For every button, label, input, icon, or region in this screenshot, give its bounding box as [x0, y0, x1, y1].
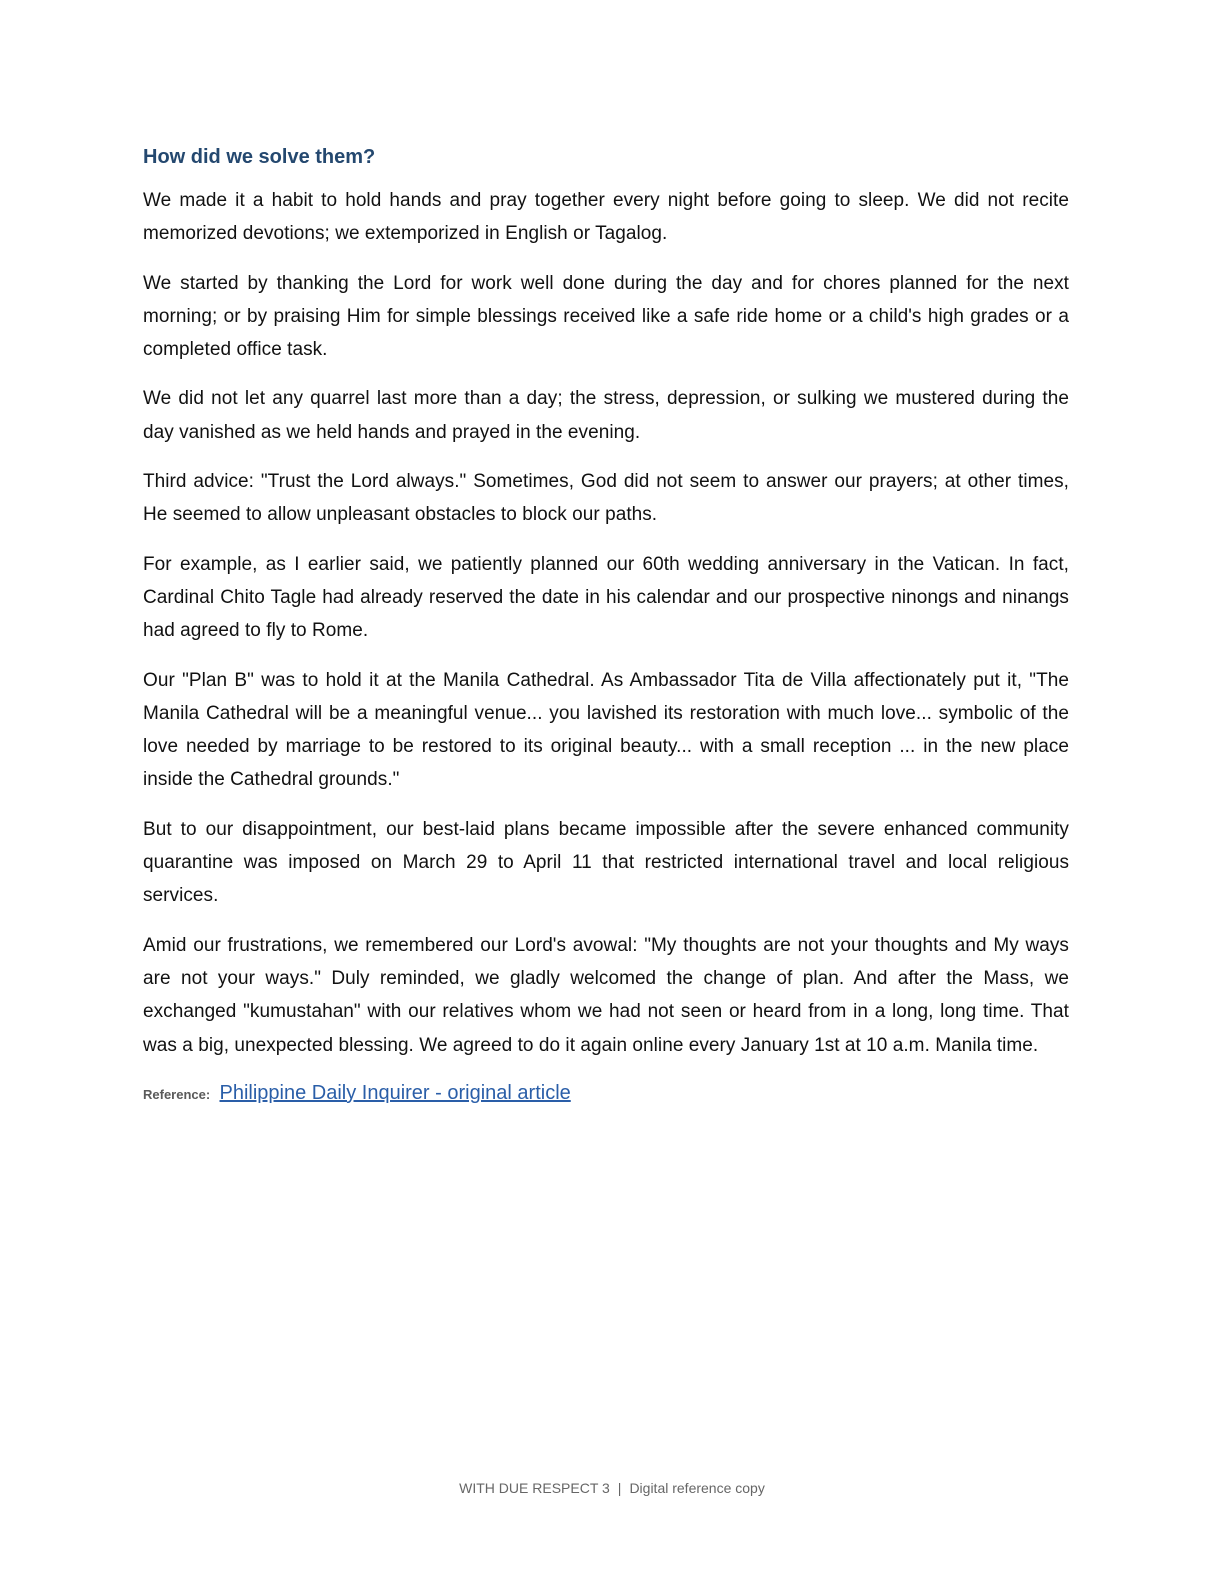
page-footer [0, 1478, 1224, 1498]
paragraph-1: We made it a habit to hold hands and pray together every night before going to sleep. We did not recite memorized devotions; we extemporized in English or Tagalog. [143, 190, 1069, 245]
reference-line [143, 1078, 1069, 1110]
paragraph-6: Our "Plan B" was to hold it at the Manila Cathedral. As Ambassador Tita de Villa affectionately put it, "The Manila Cathedral will be a meaningful venue... you lavished its restoration with much love... symbolic of the love needed by marriage to be restored to its original beauty... with a small reception ... in the new place inside the Cathedral grounds." [143, 669, 1069, 791]
paragraph-4: Third advice: "Trust the Lord always." Sometimes, God did not seem to answer our prayers; at other times, He seemed to allow unpleasant obstacles to block our paths. [143, 471, 1069, 526]
paragraph-8: Amid our frustrations, we remembered our Lord's avowal: "My thoughts are not your thoughts and My ways are not your ways." Duly reminded, we gladly welcomed the change of plan. And after the Mass, we exchanged "kumustahan" with our relatives whom we had not seen or heard from in a long, long time. That was a big, unexpected blessing. We agreed to do it again online every January 1st at 10 a.m. Manila time. [143, 934, 1069, 1056]
footer-title: WITH DUE RESPECT 3 [459, 1480, 610, 1496]
document-body [143, 140, 1069, 1110]
section-heading: How did we solve them? [143, 146, 376, 168]
reference-link[interactable]: Philippine Daily Inquirer - original article [219, 1081, 571, 1104]
footer-note: Digital reference copy [629, 1480, 765, 1496]
paragraph-5: For example, as I earlier said, we patiently planned our 60th wedding anniversary in the Vatican. In fact, Cardinal Chito Tagle had already reserved the date in his calendar and our prospective ninongs and ninangs had agreed to fly to Rome. [143, 553, 1069, 642]
footer-separator: | [617, 1480, 622, 1496]
paragraph-3: We did not let any quarrel last more than a day; the stress, depression, or sulking we mustered during the day vanished as we held hands and prayed in the evening. [143, 388, 1069, 443]
paragraph-7: But to our disappointment, our best-laid plans became impossible after the severe enhanced community quarantine was imposed on March 29 to April 11 that restricted international travel and local religious services. [143, 818, 1069, 907]
reference-label: Reference: [143, 1086, 211, 1102]
paragraph-2: We started by thanking the Lord for work well done during the day and for chores planned for the next morning; or by praising Him for simple blessings received like a safe ride home or a child's high grades or a completed office task. [143, 272, 1069, 361]
